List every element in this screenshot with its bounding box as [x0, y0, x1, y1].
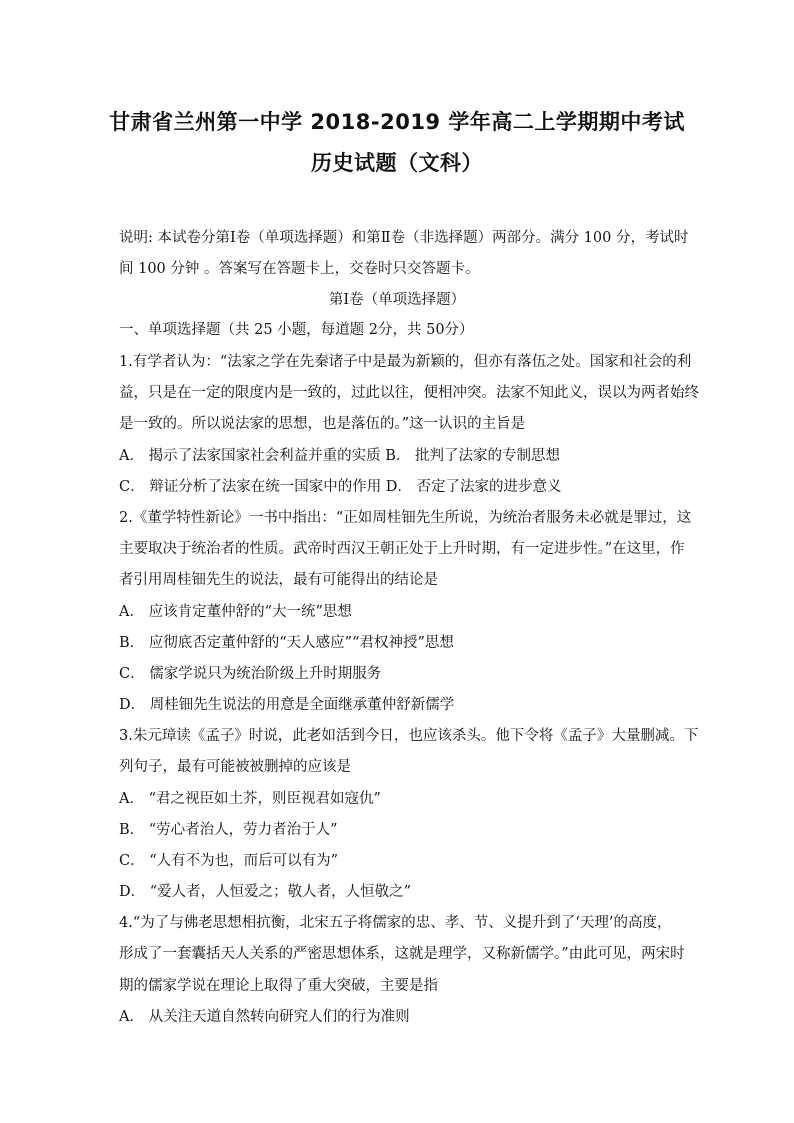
section-title: 第Ⅰ卷（单项选择题） [328, 292, 466, 308]
question-1-options-ab: A． 揭示了法家国家社会利益并重的实质 B． 批判了法家的专制思想 [119, 448, 560, 464]
question-4-option-a: A． 从关注天道自然转向研究人们的行为准则 [119, 1009, 410, 1025]
question-4-stem-line-2: 形成了一套囊括天人关系的严密思想体系，这就是理学，又称新儒学。”由此可见，两宋时 [119, 946, 685, 962]
section-subtitle: 一、单项选择题（共 25 小题，每道题 2分，共 50分） [119, 322, 474, 338]
question-3-option-d: D． “爱人者，人恒爱之；敬人者，人恒敬之” [119, 884, 412, 900]
question-3-stem-line-2: 列句子，最有可能被被删掉的应该是 [119, 759, 351, 775]
question-1-stem-line-3: 是一致的。所以说法家的思想，也是落伍的。”这一认识的主旨是 [119, 416, 526, 432]
question-2-option-c: C． 儒家学说只为统治阶级上升时期服务 [119, 666, 382, 682]
question-3-option-a: A． “君之视臣如土芥，则臣视君如寇仇” [119, 791, 381, 807]
question-1-stem-line-2: 益，只是在一定的限度内是一致的，过此以往，便相冲突。法家不知此义，误以为两者始终 [119, 385, 699, 401]
question-3-stem-line-1: 3.朱元璋读《孟子》时说，此老如活到今日，也应该杀头。他下令将《孟子》大量删减。下 [119, 728, 699, 744]
question-2-stem-line-1: 2.《董学特性新论》一书中指出：“正如周桂钿先生所说，为统治者服务未必就是罪过，这 [119, 510, 692, 526]
exam-title-line-2: 历史试题（文科） [311, 151, 483, 175]
question-2-option-b: B． 应彻底否定董仲舒的“天人感应”“君权神授”思想 [119, 635, 454, 651]
question-2-option-a: A． 应该肯定董仲舒的“大一统”思想 [119, 604, 352, 620]
question-4-stem-line-3: 期的儒家学说在理论上取得了重大突破，主要是指 [119, 978, 438, 994]
question-1-stem-line-1: 1.有学者认为：“法家之学在先秦诸子中是最为新颖的，但亦有落伍之处。国家和社会的利 [119, 354, 692, 370]
intro-line-1: 说明: 本试卷分第Ⅰ卷（单项选择题）和第Ⅱ卷（非选择题）两部分。满分 100 分，考试时 [119, 230, 689, 246]
intro-line-2: 间 100 分钟 。答案写在答题卡上，交卷时只交答题卡。 [119, 261, 480, 277]
question-3-option-c: C． “人有不为也，而后可以有为” [119, 853, 339, 869]
question-2-option-d: D． 周桂钿先生说法的用意是全面继承董仲舒新儒学 [119, 697, 455, 713]
question-4-stem-line-1: 4.“为了与佛老思想相抗衡，北宋五子将儒家的忠、孝、节、义提升到了‘天理’的高度， [119, 915, 672, 931]
exam-title-line-1: 甘肃省兰州第一中学 2018-2019 学年高二上学期期中考试 [109, 110, 685, 134]
question-2-stem-line-2: 主要取决于统治者的性质。武帝时西汉王朝正处于上升时期，有一定进步性。”在这里，作 [119, 541, 685, 557]
question-3-option-b: B． “劳心者治人，劳力者治于人” [119, 822, 338, 838]
question-2-stem-line-3: 者引用周桂钿先生的说法，最有可能得出的结论是 [119, 572, 438, 588]
question-1-options-cd: C． 辩证分析了法家在统一国家中的作用 D． 否定了法家的进步意义 [119, 479, 562, 495]
